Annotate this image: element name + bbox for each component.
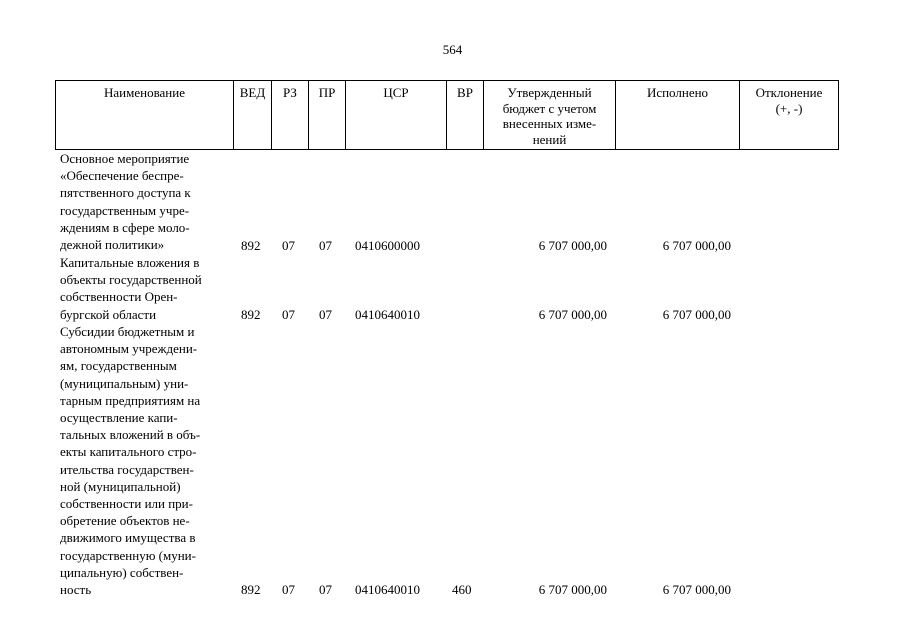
name-line: тарным предприятиям на xyxy=(60,392,201,408)
cell-ved: 892 xyxy=(241,581,261,597)
name-line: объекты государственной xyxy=(60,272,202,288)
cell-ved: 892 xyxy=(241,237,261,253)
name-line: ждениям в сфере моло- xyxy=(60,219,190,235)
name-line: Основное мероприятие xyxy=(60,151,190,166)
name-line: ям, государственным xyxy=(60,358,177,374)
header-budget-line: бюджет с учетом xyxy=(502,100,597,116)
cell-rz: 07 xyxy=(282,237,295,253)
cell-executed: 6 707 000,00 xyxy=(662,306,731,322)
header-csr: ЦСР xyxy=(345,81,446,149)
cell-ved: 892 xyxy=(241,306,261,322)
cell-csr: 0410640010 xyxy=(355,581,420,597)
page-number: 564 xyxy=(442,42,463,57)
name-line: «Обеспечение беспре- xyxy=(60,168,184,184)
table-row xyxy=(55,323,839,598)
name-line: обретение объектов не- xyxy=(60,513,190,529)
cell-budget: 6 707 000,00 xyxy=(538,581,607,597)
cell-pr: 07 xyxy=(319,237,332,253)
name-line: дежной политики» xyxy=(60,237,165,253)
name-line: движимого имущества в xyxy=(60,530,196,546)
cell-rz: 07 xyxy=(282,581,295,597)
cell-executed: 6 707 000,00 xyxy=(662,237,731,253)
header-budget-line: Утвержденный xyxy=(507,85,592,100)
name-line: бургской области xyxy=(60,306,157,322)
cell-rz: 07 xyxy=(282,306,295,322)
header-budget-line: внесенных изме- xyxy=(502,116,597,131)
table-row xyxy=(55,254,839,323)
cell-csr: 0410600000 xyxy=(355,237,420,253)
header-deviation xyxy=(739,81,838,149)
header-ved: ВЕД xyxy=(233,81,271,149)
table-row xyxy=(55,150,839,254)
header-deviation-line: (+, -) xyxy=(775,101,803,116)
cell-executed: 6 707 000,00 xyxy=(662,581,731,597)
name-line: екты капитального стро- xyxy=(60,444,197,460)
name-line: собственности или при- xyxy=(60,496,193,512)
header-budget xyxy=(483,81,615,149)
cell-pr: 07 xyxy=(319,306,332,322)
header-pr: ПР xyxy=(308,81,345,149)
table-header xyxy=(55,80,839,150)
header-executed: Исполнено xyxy=(615,81,739,149)
name-line: ительства государствен- xyxy=(60,461,194,477)
name-line: собственности Орен- xyxy=(60,289,178,305)
header-name: Наименование xyxy=(104,85,185,100)
header-budget-line: нений xyxy=(532,131,567,147)
header-deviation-line: Отклонение xyxy=(755,85,823,100)
cell-pr: 07 xyxy=(319,581,332,597)
name-line: ципальную) собствен- xyxy=(60,564,184,580)
name-line: Капитальные вложения в xyxy=(60,255,200,270)
name-line: пятственного доступа к xyxy=(60,185,191,201)
header-rz: РЗ xyxy=(271,81,308,149)
name-line: ной (муниципальной) xyxy=(60,478,181,494)
cell-vr: 460 xyxy=(452,581,472,597)
name-line: государственным учре- xyxy=(60,202,190,218)
name-line: осуществление капи- xyxy=(60,410,178,426)
row-name xyxy=(60,323,235,598)
name-line: ность xyxy=(60,582,92,598)
cell-budget: 6 707 000,00 xyxy=(538,237,607,253)
name-line: автономным учреждени- xyxy=(60,341,198,357)
row-name xyxy=(60,254,235,323)
cell-csr: 0410640010 xyxy=(355,306,420,322)
name-line: государственную (муни- xyxy=(60,547,196,563)
row-name xyxy=(60,150,235,253)
name-line: тальных вложений в объ- xyxy=(60,427,201,443)
header-vr: ВР xyxy=(446,81,483,149)
cell-budget: 6 707 000,00 xyxy=(538,306,607,322)
name-line: Субсидии бюджетным и xyxy=(60,324,195,339)
name-line: (муниципальным) уни- xyxy=(60,375,189,391)
